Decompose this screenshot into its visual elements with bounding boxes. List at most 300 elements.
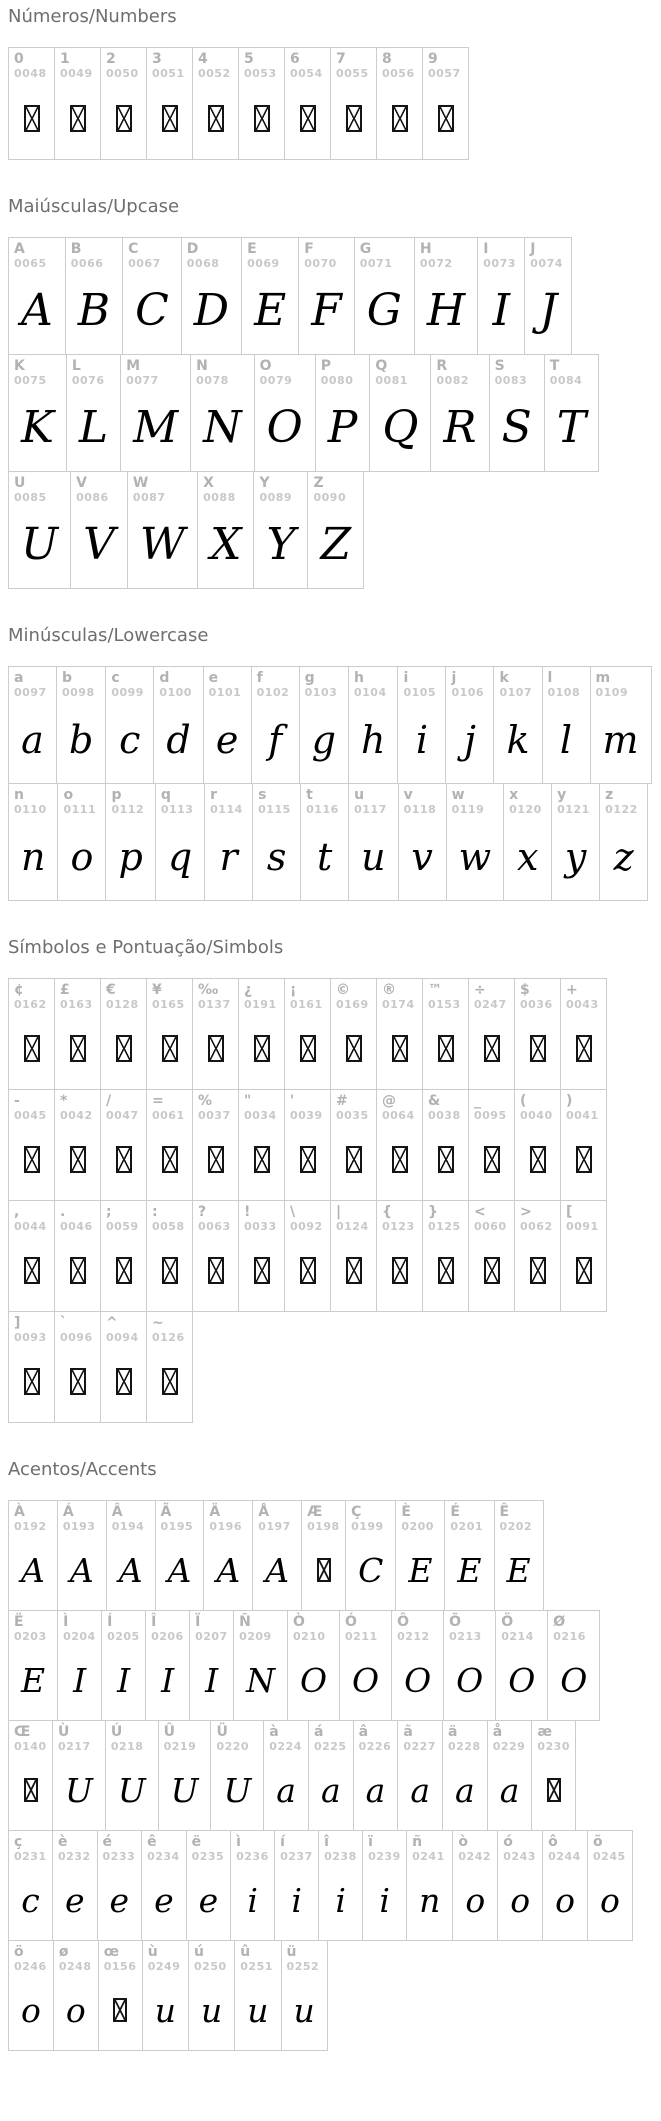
glyph-area: [501, 1644, 542, 1716]
char-code: 0220: [216, 1740, 250, 1754]
char-label: Ø: [553, 1614, 566, 1630]
char-code: 0037: [198, 1109, 231, 1123]
char-code: 0035: [336, 1109, 369, 1123]
glyph-area: [152, 1345, 187, 1418]
char-cell-0242: [452, 1830, 498, 1941]
char-cell-0162: [8, 978, 55, 1090]
glyph: R: [443, 401, 477, 453]
missing-glyph-icon: [208, 1146, 224, 1173]
char-code: 0106: [451, 686, 485, 700]
char-code: 0239: [368, 1850, 401, 1864]
char-label: ¿: [244, 982, 253, 998]
missing-glyph-icon: [24, 105, 40, 132]
glyph: r: [219, 834, 238, 879]
glyph-area: [104, 1974, 137, 2046]
char-label: €: [106, 982, 116, 998]
missing-glyph-icon: [438, 1146, 454, 1173]
char-label: 0: [14, 51, 24, 67]
char-cell-0051: [146, 47, 193, 160]
char-code: 0224: [269, 1740, 302, 1754]
glyph-area: [359, 1754, 393, 1826]
missing-glyph-icon: [346, 1035, 362, 1062]
char-label: é: [102, 1834, 113, 1850]
glyph-area: [60, 1234, 95, 1307]
char-cell-0068: [181, 237, 242, 355]
char-label: Ù: [58, 1724, 70, 1740]
char-cell-0060: [468, 1200, 515, 1312]
missing-glyph-icon: [116, 1035, 132, 1062]
char-cell-0192: [8, 1500, 58, 1611]
glyph-area: [244, 1234, 279, 1307]
char-label: û: [240, 1944, 251, 1960]
char-code: 0198: [307, 1520, 340, 1534]
char-cell-0161: [284, 978, 331, 1090]
glyph: V: [83, 518, 115, 570]
char-label: Æ: [307, 1504, 323, 1520]
char-code: 0205: [107, 1630, 140, 1644]
char-code: 0214: [501, 1630, 534, 1644]
glyph: B: [77, 284, 111, 336]
char-code: 0251: [240, 1960, 273, 1974]
char-label: K: [14, 358, 25, 374]
missing-glyph-icon: [484, 1146, 500, 1173]
char-label: ?: [198, 1204, 207, 1220]
char-label: Œ: [14, 1724, 31, 1740]
glyph: D: [193, 284, 230, 336]
char-cell-0191: [238, 978, 285, 1090]
char-label: :: [152, 1204, 158, 1220]
glyph-area: [428, 1234, 463, 1307]
char-label: 4: [198, 51, 208, 67]
glyph: e: [109, 1880, 130, 1920]
glyph-area: [63, 1534, 101, 1606]
char-code: 0096: [60, 1331, 93, 1345]
char-code: 0196: [209, 1520, 242, 1534]
char-code: 0046: [60, 1220, 93, 1234]
missing-glyph-icon: [484, 1035, 500, 1062]
glyph: A: [21, 284, 53, 336]
char-label: Ì: [63, 1614, 69, 1630]
glyph-area: [269, 1754, 303, 1826]
missing-glyph-icon: [70, 105, 86, 132]
char-row: [8, 47, 661, 160]
glyph: i: [335, 1880, 346, 1920]
char-cell-0233: [97, 1830, 143, 1941]
char-cell-0088: [197, 471, 254, 589]
char-label: R: [436, 358, 448, 374]
glyph: Z: [320, 518, 352, 570]
char-cell-0128: [100, 978, 147, 1090]
missing-glyph-icon: [254, 1257, 270, 1284]
glyph-area: [148, 1974, 183, 2046]
char-row: [8, 1200, 661, 1312]
glyph-area: [450, 1534, 488, 1606]
glyph-area: [566, 1234, 601, 1307]
char-cell-0069: [241, 237, 299, 355]
char-label: e: [208, 670, 219, 686]
glyph: y: [564, 834, 587, 879]
char-label: 9: [428, 51, 438, 67]
char-cell-0245: [587, 1830, 633, 1941]
missing-glyph-icon: [576, 1146, 592, 1173]
glyph-area: [239, 1644, 282, 1716]
glyph-area: [72, 388, 115, 467]
char-code: 0105: [403, 686, 437, 700]
glyph-area: [596, 700, 646, 779]
glyph: L: [78, 401, 109, 453]
char-label: g: [304, 670, 315, 686]
glyph: O: [456, 1660, 484, 1700]
char-label: #: [336, 1093, 348, 1109]
char-row: [8, 666, 661, 784]
char-cell-0048: [8, 47, 55, 160]
char-code: 0153: [428, 998, 461, 1012]
char-code: 0051: [152, 67, 185, 81]
missing-glyph-icon: [576, 1257, 592, 1284]
glyph: H: [426, 284, 466, 336]
char-cell-0198: [301, 1500, 346, 1611]
char-code: 0231: [14, 1850, 47, 1864]
missing-glyph-icon: [530, 1257, 546, 1284]
char-cell-0204: [57, 1610, 102, 1721]
glyph-area: [14, 1644, 52, 1716]
char-code: 0057: [428, 67, 461, 81]
char-code: 0067: [128, 257, 161, 271]
char-code: 0230: [537, 1740, 570, 1754]
char-cell-0213: [443, 1610, 496, 1721]
missing-glyph-icon: [392, 105, 408, 132]
glyph-area: [106, 1234, 141, 1307]
char-cell-0118: [398, 783, 447, 901]
glyph: e: [65, 1880, 85, 1920]
char-cell-0111: [57, 783, 106, 901]
char-label: 3: [152, 51, 162, 67]
glyph: o: [600, 1880, 620, 1920]
char-code: 0125: [428, 1220, 461, 1234]
char-code: 0163: [60, 998, 93, 1012]
missing-glyph-icon: [346, 105, 362, 132]
missing-glyph-icon: [162, 1146, 178, 1173]
char-code: 0083: [494, 374, 528, 388]
char-code: 0245: [593, 1850, 626, 1864]
char-label: ™: [428, 982, 442, 998]
char-code: 0227: [403, 1740, 436, 1754]
char-label: £: [60, 982, 70, 998]
char-cell-0214: [495, 1610, 548, 1721]
char-code: 0044: [14, 1220, 47, 1234]
missing-glyph-icon: [70, 1035, 86, 1062]
glyph-area: [448, 1754, 482, 1826]
glyph-area: [290, 1012, 325, 1085]
char-cell-0047: [100, 1089, 147, 1201]
char-label: å: [492, 1724, 503, 1740]
missing-glyph-icon: [162, 1368, 178, 1395]
glyph-area: [307, 1534, 340, 1606]
char-code: 0113: [160, 803, 194, 817]
char-cell-0247: [468, 978, 515, 1090]
char-row: [8, 1089, 661, 1201]
char-code: 0094: [106, 1331, 139, 1345]
missing-glyph-icon: [576, 1035, 592, 1062]
glyph-area: [126, 388, 185, 467]
char-cell-0234: [141, 1830, 187, 1941]
char-code: 0080: [320, 374, 354, 388]
glyph: I: [117, 1660, 131, 1700]
glyph-area: [71, 271, 117, 350]
glyph: A: [118, 1550, 143, 1590]
char-label: D: [186, 241, 199, 257]
char-cell-0067: [122, 237, 182, 355]
char-label: 2: [106, 51, 116, 67]
char-label: E: [247, 241, 257, 257]
char-cell-0035: [330, 1089, 377, 1201]
char-cell-0203: [8, 1610, 58, 1721]
char-label: |: [336, 1204, 342, 1220]
char-row: [8, 354, 661, 472]
char-label: i: [403, 670, 409, 686]
glyph: C: [358, 1550, 384, 1590]
char-cell-0079: [254, 354, 316, 472]
char-cell-0092: [284, 1200, 331, 1312]
char-code: 0228: [448, 1740, 481, 1754]
char-label: Ñ: [239, 1614, 251, 1630]
glyph-area: [240, 1974, 275, 2046]
glyph-area: [216, 1754, 258, 1826]
glyph-area: [209, 700, 246, 779]
char-code: 0047: [106, 1109, 139, 1123]
char-label: ô: [548, 1834, 558, 1850]
missing-glyph-icon: [208, 105, 224, 132]
char-code: 0102: [256, 686, 290, 700]
char-label: J: [530, 241, 536, 257]
glyph-area: [60, 1123, 95, 1196]
glyph: F: [311, 284, 342, 336]
char-label: ¡: [290, 982, 297, 998]
missing-glyph-icon: [346, 1146, 362, 1173]
char-code: 0225: [313, 1740, 347, 1754]
char-code: 0076: [71, 374, 105, 388]
char-cell-0137: [192, 978, 239, 1090]
char-label: c: [111, 670, 120, 686]
char-cell-0106: [445, 666, 494, 784]
char-code: 0098: [62, 686, 95, 700]
missing-glyph-icon: [547, 1778, 561, 1802]
char-label: ~: [152, 1315, 164, 1331]
sections-container: [8, 6, 661, 2051]
char-code: 0086: [76, 491, 109, 505]
glyph: a: [320, 1770, 341, 1810]
char-code: 0033: [244, 1220, 277, 1234]
char-cell-0073: [477, 237, 525, 355]
char-cell-0084: [544, 354, 599, 472]
char-label: L: [71, 358, 81, 374]
glyph-area: [63, 817, 100, 896]
glyph-area: [152, 1234, 187, 1307]
glyph-area: [354, 817, 392, 896]
glyph: u: [293, 1990, 315, 2030]
glyph-area: [209, 1534, 247, 1606]
char-label: ù: [147, 1944, 158, 1960]
glyph-area: [164, 1754, 206, 1826]
char-code: 0099: [111, 686, 144, 700]
glyph-area: [60, 1012, 95, 1085]
char-label: è: [58, 1834, 68, 1850]
char-cell-0061: [146, 1089, 193, 1201]
char-code: 0244: [548, 1850, 581, 1864]
glyph-area: [321, 388, 365, 467]
char-cell-0195: [155, 1500, 205, 1611]
char-cell-0043: [560, 978, 607, 1090]
glyph-area: [203, 505, 248, 584]
char-code: 0077: [126, 374, 159, 388]
glyph-area: [128, 271, 176, 350]
char-code: 0070: [304, 257, 337, 271]
glyph-area: [58, 1864, 92, 1936]
char-code: 0084: [549, 374, 583, 388]
char-code: 0118: [403, 803, 437, 817]
char-code: 0074: [530, 257, 563, 271]
glyph: e: [154, 1880, 174, 1920]
missing-glyph-icon: [162, 105, 178, 132]
char-code: 0059: [106, 1220, 139, 1234]
char-label: À: [14, 1504, 25, 1520]
char-code: 0252: [286, 1960, 320, 1974]
missing-glyph-icon: [254, 1035, 270, 1062]
char-cell-0236: [230, 1830, 275, 1941]
char-label: Ò: [292, 1614, 305, 1630]
missing-glyph-icon: [162, 1257, 178, 1284]
char-label: *: [60, 1093, 68, 1109]
glyph: a: [410, 1770, 430, 1810]
glyph: n: [419, 1880, 441, 1920]
missing-glyph-icon: [24, 1146, 40, 1173]
char-code: 0071: [359, 257, 393, 271]
char-cell-0065: [8, 237, 66, 355]
glyph: b: [69, 717, 94, 762]
glyph: I: [73, 1660, 87, 1700]
glyph: M: [133, 401, 179, 453]
char-cell-0099: [105, 666, 154, 784]
char-cell-0196: [203, 1500, 253, 1611]
glyph-area: [314, 1754, 348, 1826]
char-cell-0216: [547, 1610, 600, 1721]
missing-glyph-icon: [208, 1035, 224, 1062]
missing-glyph-icon: [70, 1146, 86, 1173]
char-code: 0041: [566, 1109, 599, 1123]
glyph-area: [187, 271, 236, 350]
char-cell-0089: [253, 471, 308, 589]
char-code: 0204: [63, 1630, 96, 1644]
char-label: /: [106, 1093, 112, 1109]
char-label: n: [14, 787, 24, 803]
char-cell-0246: [8, 1940, 54, 2051]
char-label: Ã: [160, 1504, 172, 1520]
glyph-area: [360, 271, 409, 350]
char-label: ": [244, 1093, 252, 1109]
char-code: 0120: [509, 803, 542, 817]
glyph-area: [605, 817, 642, 896]
glyph-area: [306, 817, 343, 896]
char-cell-0063: [192, 1200, 239, 1312]
char-label: â: [358, 1724, 369, 1740]
missing-glyph-icon: [300, 1257, 316, 1284]
char-label: _: [474, 1093, 481, 1109]
glyph-area: [474, 1123, 509, 1196]
char-cell-0209: [233, 1610, 288, 1721]
char-cell-0226: [353, 1720, 399, 1831]
char-label: F: [304, 241, 314, 257]
char-label: q: [160, 787, 171, 803]
glyph-area: [412, 1864, 447, 1936]
missing-glyph-icon: [116, 1368, 132, 1395]
glyph-area: [14, 1864, 47, 1936]
glyph-area: [520, 1123, 555, 1196]
glyph-area: [553, 1644, 594, 1716]
char-label: ‰: [198, 982, 219, 998]
char-label: 5: [244, 51, 254, 67]
glyph-area: [14, 1345, 49, 1418]
char-cell-0101: [203, 666, 252, 784]
char-code: 0115: [258, 803, 291, 817]
char-code: 0165: [152, 998, 185, 1012]
char-code: 0195: [160, 1520, 194, 1534]
missing-glyph-icon: [116, 1257, 132, 1284]
char-cell-0050: [100, 47, 147, 160]
char-label: ö: [14, 1944, 24, 1960]
char-code: 0085: [14, 491, 47, 505]
glyph: A: [21, 1550, 45, 1590]
glyph: T: [556, 401, 587, 453]
missing-glyph-icon: [300, 1146, 316, 1173]
glyph-area: [493, 1754, 527, 1826]
char-code: 0108: [547, 686, 581, 700]
glyph: i: [415, 717, 429, 762]
char-code: 0169: [336, 998, 369, 1012]
char-cell-0194: [106, 1500, 156, 1611]
char-label: 8: [382, 51, 392, 67]
glyph-area: [404, 817, 441, 896]
char-cell-0094: [100, 1311, 147, 1423]
glyph-area: [192, 1864, 226, 1936]
char-cell-0227: [397, 1720, 443, 1831]
char-cell-0239: [362, 1830, 407, 1941]
char-code: 0217: [58, 1740, 91, 1754]
glyph-area: [147, 1864, 181, 1936]
char-cell-0113: [155, 783, 205, 901]
glyph-area: [324, 1864, 357, 1936]
char-code: 0058: [152, 1220, 185, 1234]
glyph: a: [276, 1770, 296, 1810]
char-label: G: [359, 241, 372, 257]
char-cell-0036: [514, 978, 561, 1090]
char-cell-0218: [105, 1720, 159, 1831]
char-cell-0169: [330, 978, 377, 1090]
char-cell-0201: [444, 1500, 494, 1611]
char-cell-0124: [330, 1200, 377, 1312]
char-label: %: [198, 1093, 213, 1109]
char-label: @: [382, 1093, 396, 1109]
char-code: 0238: [324, 1850, 357, 1864]
char-cell-0163: [54, 978, 101, 1090]
char-label: v: [403, 787, 413, 803]
char-cell-0230: [531, 1720, 576, 1831]
char-code: 0110: [14, 803, 47, 817]
char-cell-0108: [542, 666, 591, 784]
char-code: 0248: [58, 1960, 92, 1974]
char-code: 0216: [553, 1630, 586, 1644]
char-cell-0039: [284, 1089, 331, 1201]
char-label: ]: [14, 1315, 21, 1331]
